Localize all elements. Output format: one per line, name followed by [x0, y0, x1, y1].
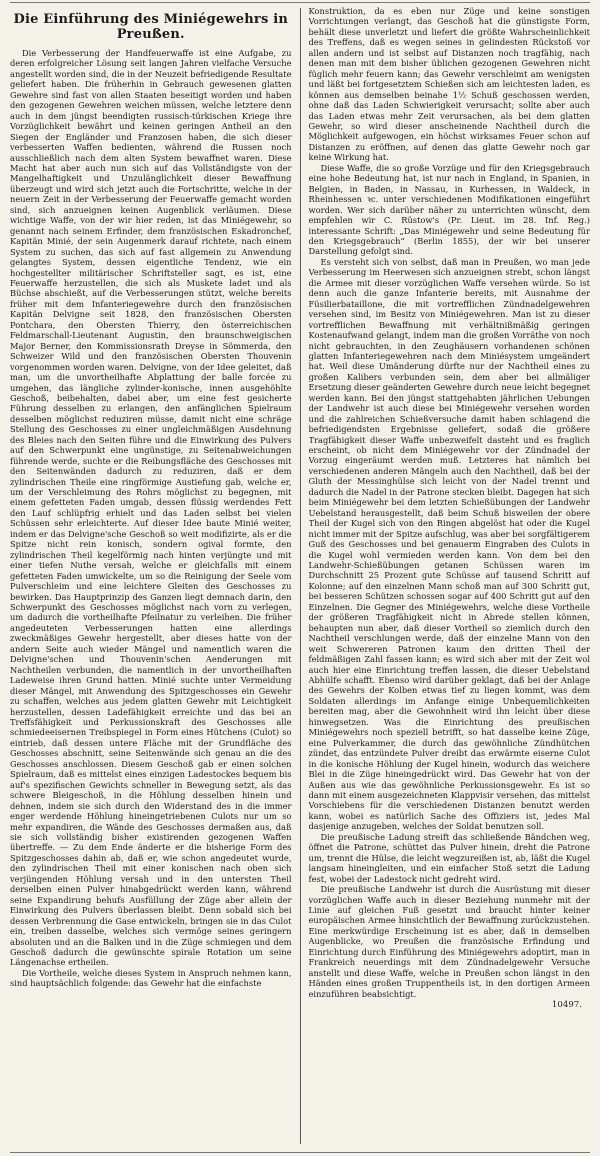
paragraph: Konstruktion, da es eben nur Züge und keine sonstigen Vorrichtungen verlangt, das Geschoß hat die günstigste Form, behält diese unverletzt und liefert die größte Wahrscheinlichkeit des Treffens, daß es wegen seines in gelindesten Rückstoß vor allen andern und ist selbst auf Distanzen noch tragfähig, nach denen man mit dem bisher üblichen gezogenen Gewehren nicht füglich mehr feuern kann; das Gewehr verschleimt am wenigsten und läßt bei fortgesetztem Schießen sich am leichtesten laden, es können aus demselben beinahe 1½ Schuß geschossen werden, ohne daß das Laden Schwierigkeit verursacht; sollte aber auch das Laden etwas mehr Zeit verursachen, als bei dem glatten Gewehr, so wird dieser anscheinende Nachtheil durch die Möglichkeit aufgewogen, ein höchst wirksames Feuer schon auf Distanzen zu eröffnen, auf denen das glatte Gewehr noch gar keine Wirkung hat.: [308, 6, 590, 163]
article-number: 10497.: [551, 1000, 582, 1011]
paragraph: Die Vortheile, welche dieses System in Anspruch nehmen kann, sind hauptsächlich folgende: das Gewehr hat die einfachste: [10, 967, 292, 989]
column-divider: [300, 8, 301, 1144]
right-column: [309, 6, 591, 1146]
paragraph: Es versteht sich von selbst, daß man in Preußen, wo man jede Verbesserung im Heerwesen sich anzueignen strebt, schon längst die Armee mit dieser vorzüglichen Waffe versehen würde. So ist denn auch die ganze Infanterie bereits, mit Ausnahme der Füsilierbataillone, die mit vortrefflichen Zündnadelgewehren versehen sind, im Besitz von Miniégewehren. Man ist zu dieser vortrefflichen Bewaffnung mit verhältnißmäßig geringen Kostenaufwand gelangt, indem man die großen Vorräthe von noch nicht gebrauchten, in den Zeughäusern vorhandenen schönen glatten Infanteriegewehren nach dem Miniésystem umgeändert hat. Weil diese Umänderung dürfte nur der Nachtheil eines zu großen Kalibers verbunden sein, dem aber bei allmäliger Ersetzung dieser geänderten Gewehre durch neue leicht begegnet werden kann. Bei den jüngst stattgehabten jährlichen Uebungen der Landwehr ist auch diese bei Miniégewehr versehen worden und die zahlreichen Schießversuche damit haben schlagend die befriedigendsten Ergebnisse geliefert, sodaß die größere Tragfähigkeit dieser Waffe unbezweifelt dasteht und es fraglich erscheint, ob nicht dem Miniégewehr vor der Zündnadel der Vorzug eingeräumt werden muß. Letzteres hat nämlich bei verschiedenen anderen Mängeln auch den Nachtheil, daß bei der Gluth der Messinghülse sich leicht von der Nadel trennt und dadurch die Nadel in der Patrone stecken bleibt. Dagegen hat sich beim Miniégewehr bei dem letzten Schießübungen der Landwehr Uebelstand herausgestellt, daß beim Schuß bisweilen der obere Theil der Kugel sich von den Ringen abgelöst hat oder die Kugel nicht immer mit der Spitze aufschlug, was aber bei sorgfältigerem Guß des Geschosses und bei genauerm Eingraben des Culots in die Kugel wohl vermieden werden kann. Von dem bei den Landwehr-Schießübungen getanen Schüssen waren im Durchschnitt 25 Prozent gute Schüsse auf tausend Schritt auf Kolonne; auf den einzelnen Mann schoß man auf 300 Schritt gut, bei besseren Schützen schossen sogar auf 400 Schritt gut auf den Einzelnen. Die Gegner des Miniégewehrs, welche diese Vortheile der größeren Tragfähigkeit nicht in Abrede stellen können, behaupten nun aber, daß dieser Vortheil so ziemlich durch den Nachtheil verschlungen werde, daß der einzelne Mann von den weit Schwereren Patronen kaum den dritten Theil der feldmäßigen Zahl fassen kann; es wird sich aber mit der Zeit wol auch hier eine Einrichtung treffen lassen, die dieser Uebelstand Abhülfe schafft. Ebenso wird darüber geklagt, daß bei der Anlage des Gewehrs der Kolben etwas tief zu liegen kommt, was dem Soldaten allerdings im Anfange einige Unbequemlichkeiten bereiten mag, aber die Gewohnheit wird ihn leicht über diese hinwegsetzen. Was die Einrichtung des preußischen Miniégewehrs noch speziell betrifft, so hat dasselbe keine Züge, eine Pulverkammer, die durch das gewöhnliche Zündhütchen zündet, das entzündete Pulver dreibt das erwärmte eiserne Culot in die konische Höhlung der Kugel hinein, wodurch das weichere Blei in die Züge hineingedrückt wird. Das Gewehr hat von der Außen aus wie das gewöhnliche Perkussionsgewehr. Es ist so dann mit einem ausgezeichneten Klappvisir versehen, das mittelst Vorschiebens für die verschiedenen Distanzen benutzt werden kann, wobei es natürlich Sache des Offiziers ist, jedes Mal dasjenige anzugeben, welches der Soldat benutzen soll.: [308, 256, 590, 832]
article-title: Die Einführung des Miniégewehrs in Preußen.: [13, 12, 289, 42]
columns: [10, 6, 590, 1146]
paragraph: Die preußische Ladung streift das schließende Bändchen weg, öffnet die Patrone, schüttet das Pulver hinein, dreht die Patrone um, trennt die Hülse, die leicht wegzureißen ist, ab, läßt die Kugel langsam hineingleiten, und ein einfacher Stoß setzt die Ladung fest, wobei der Ladestock nicht gedreht wird.: [308, 831, 590, 884]
top-rule: [10, 2, 590, 3]
paragraph: Die Verbesserung der Handfeuerwaffe ist eine Aufgabe, zu deren erfolgreicher Lösung seit langen Jahren vielfache Versuche angestellt worden sind, die in der Neuzeit befriedigende Resultate geliefert haben. Die früherhin in Gebrauch gewesenen glatten Gewehre sind fast von allen Staaten beseitigt worden und haben den gezogenen Gewehren weichen müssen, welche letztere denn auch in dem jüngst beendigten russisch-türkischen Kriege ihre Vorzüglichkeit bewährt und keinen geringen Antheil an den Siegen der Engländer und Franzosen haben, die sich dieser verbesserten Waffen bedienten, während die Russen noch ausschließlich nach dem alten System bewaffnet waren. Diese Macht hat aber auch nun sich auf das Vollständigste von der Mangelhaftigkeit und Unzulänglichkeit dieser Bewaffnung überzeugt und wird sich jetzt auch die Fortschritte, welche in der neuern Zeit in der Verbesserung der Feuerwaffe gemacht worden sind, sich anzueignen keinen Augenblick verläumen. Diese wichtige Waffe, von der wir hier reden, ist das Miniégewehr, so genannt nach seinem Erfinder, dem französischen Eskadronchef, Kapitän Minié, der sein Augenmerk darauf richtete, nach einem System zu suchen, das sich auf fast allgemein zu Anwendung gelangtes System, dessen eigentliche Tendenz, wie ein hochgestellter militärischer Schriftsteller sagt, es ist, eine Feuerwaffe herzustellen, die sich als Muskete ladet und als Büchse abschießt, auf die Verbesserungen stützt, welche bereits früher mit dem Infanteriegewehre durch den französischen Kapitän Delvigne seit 1828, den französischen Obersten Pontchara, den Obersten Thierry, den österreichischen Feldmarschall-Lieutenant Augustin, den braunschweigischen Major Berner, den Kommissionsrath Dreyse in Sömmerda, den Schweizer Wild und den französischen Obersten Thouvenin vorgenommen worden waren. Delvigne, von der Idee geleitet, daß man, um die unvortheilhafte Abplattung der balle forcée zu umgehen, das längliche zylinder-konische, innen ausgehöhlte Geschoß, beibehalten, dabei aber, um eine fest gesicherte Führung desselben zu erlangen, den anfänglichen Spielraum desselben möglichst reduziren müsse, damit nicht eine schräge Stellung des Geschosses zu einer ungleichmäßigen Ausdehnung des Bleies nach den Seiten führe und die Einwirkung des Pulvers auf den Schwerpunkt eine ungünstige, zu Seitenabweichungen führende werde, suchte er die Reibungsfläche des Geschosses mit den Seitenwänden dadurch zu reduziren, daß er dem zylindrischen Theile eine ringförmige Austiefung gab, welche er, um der Verschleimung des Rohrs möglichst zu begegnen, mit einem gefetteten Faden umgab, dessen flüssig werdendes Fett den Lauf schlüpfrig erhielt und das Laden selbst bei vielen Schüssen sehr erleichterte. Auf dieser Idee baute Minié weiter, indem er das Delvigne'sche Geschoß so weit modifizirte, als er die Spitze nicht rein konisch, sondern ogival formte, den zylindrischen Theil kegelförmig nach hinten verjüngte und mit einer tiefen Nuthe versah, welche er gleichfalls mit einem gefetteten Faden umwickelte, um so die Reinigung der Seele vom Pulverschleim und eine leichtere Gleiten des Geschosses zu bewirken. Das Hauptprinzip des Ganzen liegt demnach darin, den Schwerpunkt des Geschosses möglichst nach vorn zu verlegen, um dadurch die vortheilhafte Pfeilnatur zu verleihen. Die früher angedeuteten Verbesserungen hatten eine allerdings zweckmäßiges Gewehr hergestellt, aber dieses hatte von der andern Seite auch wieder Mängel und namentlich waren die Delvigne'schen und Thouvenin'schen Aenderungen mit Nachtheilen verbunden, die namentlich in der unvortheilhaften Ladeweise ihren Grund hatten. Minié suchte unter Vermeidung dieser Mängel, mit Anwendung des Spitzgeschosses ein Gewehr zu schaffen, welches aus jedem glatten Gewehr mit Leichtigkeit herzustellen, dessen Ladefähigkeit erreichte und das bei an Treffsfähigkeit und Perkussionskraft des Geschosses alle schmiedeeisernen Treibspiegel in Form eines Hütchens (Culot) so eintrieb, daß dessen untere Fläche mit der Grundfläche des Geschosses abschnitt, seine Seitenwände sich genau an die des Geschosses anschlossen. Diesem Geschoß gab er einen solchen Spielraum, daß es mittelst eines einzigen Ladestockes bequem bis auf's spezifischen Gewichts schneller in Bewegung setzt, als das schwere Bleigeschoß, in die Höhlung desselben hinein und dehnen, indem sie sich durch den Widerstand des in die immer enger werdende Höhlung hineingetriebenen Culots nur um so mehr expandiren, die Wände des Geschosses dermaßen aus, daß sie sich vollständig bisher existirenden gezogenen Waffen übertreffe. — Zu dem Ende änderte er die bisherige Form des Spitzgeschosses dahin ab, daß er, wie schon angedeutet wurde, den zylindrischen Theil mit einer konischen nach oben sich verjüngenden Höhlung versah und in den untersten Theil derselben einen Pulver hinabgedrückt werden kann, während seine Expandirung behufs Ausfüllung der Züge aber allein der Einwirkung des Pulvers überlassen bleibt. Denn sobald sich bei dessen Verbrennung die Gase entwickeln, bringen sie in das Culot ein, treiben dasselbe, welches sich vermöge seines geringern absoluten und an die Balken und in die Züge schmiegen und dem Geschoß dadurch die gewünschte spirale Rotation um seine Längenachse ertheilen.: [10, 48, 292, 968]
bottom-rule: [10, 1152, 590, 1153]
left-column: [10, 6, 292, 1146]
paragraph: Die preußische Landwehr ist durch die Ausrüstung mit dieser vorzüglichen Waffe auch in dieser Beziehung nunmehr mit der Linie auf gleichen Fuß gesetzt und braucht hinter keiner europäischen Armee hinsichtlich der Bewaffnung zurückzustehen. Eine merkwürdige Erscheinung ist es aber, daß in demselben Augenblicke, wo Preußen die französische Erfindung und Einrichtung durch Einführung des Miniégewehrs adoptirt, man in Frankreich neuerdings mit dem Zündnadelgewehr Versuche anstellt und diese Waffe, welche in Preußen schon längst in den Händen eines großen Truppentheils ist, in den dortigen Armeen einzuführen beabsichtigt.: [308, 884, 590, 999]
paragraph: Diese Waffe, die so große Vorzüge und für den Kriegsgebrauch eine hohe Bedeutung hat, ist nur nach in England, in Spanien, in Belgien, in Baden, in Nassau, in Kurhessen, in Waldeck, in Rheinhessen ꝛc. unter verschiedenen Modifikationen eingeführt worden. Wer sich darüber näher zu unterrichten wünscht, dem empfehlen wir C. Rüstow's (Pr. Lieut. im 28. Inf. Reg.) interessante Schrift: „Das Miniégewehr und seine Bedeutung für den Kriegsgebrauch“ (Berlin 1855), der wir bei unserer Darstellung gefolgt sind.: [308, 162, 590, 257]
